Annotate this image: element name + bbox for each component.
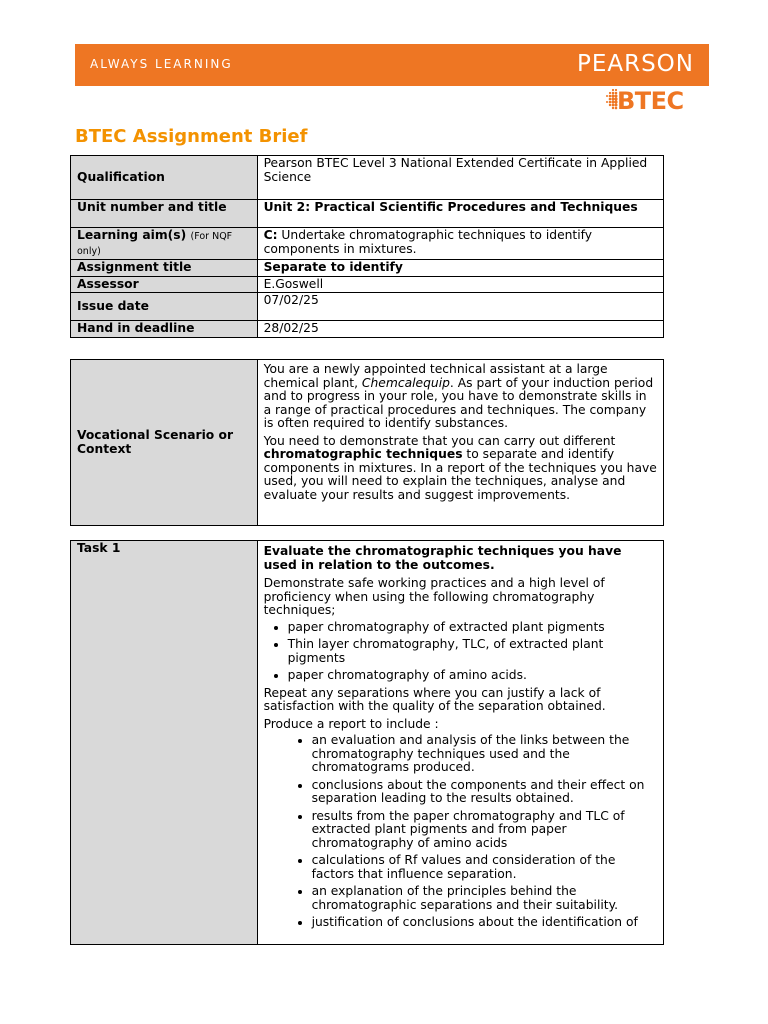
deadline-row [71,321,664,338]
task-heading: Evaluate the chromatographic techniques you have used in relation to the outcomes. [263,544,622,572]
assignment-title-value: Separate to identify [257,260,663,277]
list-item: • conclusions about the components and their effect on separation leading to the results obtained. [312,779,657,806]
list-item: • an explanation of the principles behind the chromatographic separations and their suitability. [312,885,657,912]
scenario-text-run: to separate and identify components in mixtures. In a report of the techniques you have used, you will need to explain the techniques, analyse and evaluate your results and suggest improvements. [263,447,657,502]
scenario-table [70,359,664,526]
scenario-paragraph-2 [264,435,657,503]
list-item: • Thin layer chromatography, TLC, of extracted plant pigments [288,638,657,665]
list-item: • an evaluation and analysis of the links between the chromatography techniques used and the chromatograms produced. [312,734,657,775]
scenario-text-run: . As part of your induction period and to progress in your role, you have to demonstrate skills in a range of practical procedures and techniques. The company is often required to identify substances. [263,375,654,430]
issue-date-row [71,293,664,321]
assignment-title-label: Assignment title [71,260,258,277]
list-item: • paper chromatography of amino acids. [288,669,657,683]
scenario-text [257,360,663,526]
task-repeat: Repeat any separations where you can justify a lack of satisfaction with the quality of the separation obtained. [263,685,606,713]
learning-aim-value: Undertake chromatographic techniques to identify components in mixtures. [263,228,593,256]
dot-pattern-icon [604,88,618,112]
unit-label: Unit number and title [71,200,258,228]
learning-aim-note: (For NQF only) [77,231,233,257]
report-intro: Produce a report to include : [263,716,439,731]
qualification-label: Qualification [71,156,258,200]
brand-logo: PEARSON [576,51,694,77]
info-table [70,155,664,338]
task-row [71,541,664,945]
learning-aim-code: C: [263,228,278,242]
btec-logo-text: BTEC [617,87,684,115]
scenario-text-run: You are a newly appointed technical assistant at a large chemical plant, [263,362,608,390]
company-name: Chemcalequip [361,375,450,390]
learning-aim-label-cell [71,228,258,260]
assessor-value: E.Goswell [257,276,663,293]
unit-value: Unit 2: Practical Scientific Procedures and Techniques [257,200,663,228]
qualification-row [71,156,664,200]
issue-date-label: Issue date [71,293,258,321]
scenario-paragraph-1 [264,363,657,431]
list-item: • calculations of Rf values and consideration of the factors that influence separation. [312,854,657,881]
task-table [70,540,664,945]
header-banner [75,44,709,86]
unit-row [71,200,664,228]
assignment-title-row [71,260,664,277]
task-label: Task 1 [71,541,258,945]
issue-date-value: 07/02/25 [257,293,663,321]
deadline-label: Hand in deadline [71,321,258,338]
tagline: ALWAYS LEARNING [90,57,233,71]
assessor-row [71,276,664,293]
technique-list [264,621,657,683]
scenario-label: Vocational Scenario or Context [71,360,258,526]
scenario-emphasis: chromatographic techniques [263,447,463,461]
learning-aim-label: Learning aim(s) [77,228,187,242]
list-item: • justification of conclusions about the identification of [312,916,657,930]
task-intro: Demonstrate safe working practices and a high level of proficiency when using the following chromatography techniques; [263,576,605,617]
scenario-text-run: You need to demonstrate that you can carry out different [263,433,616,448]
assessor-label: Assessor [71,276,258,293]
learning-aim-value-cell [257,228,663,260]
list-item: • paper chromatography of extracted plant pigments [288,621,657,635]
qualification-value: Pearson BTEC Level 3 National Extended Certificate in Applied Science [257,156,663,200]
learning-aim-row [71,228,664,260]
page-title: BTEC Assignment Brief [75,126,308,147]
deadline-value: 28/02/25 [257,321,663,338]
scenario-row [71,360,664,526]
report-list [264,734,657,930]
list-item: • results from the paper chromatography and TLC of extracted plant pigments and from paper chromatography of amino acids [312,810,657,851]
task-content [257,541,663,945]
